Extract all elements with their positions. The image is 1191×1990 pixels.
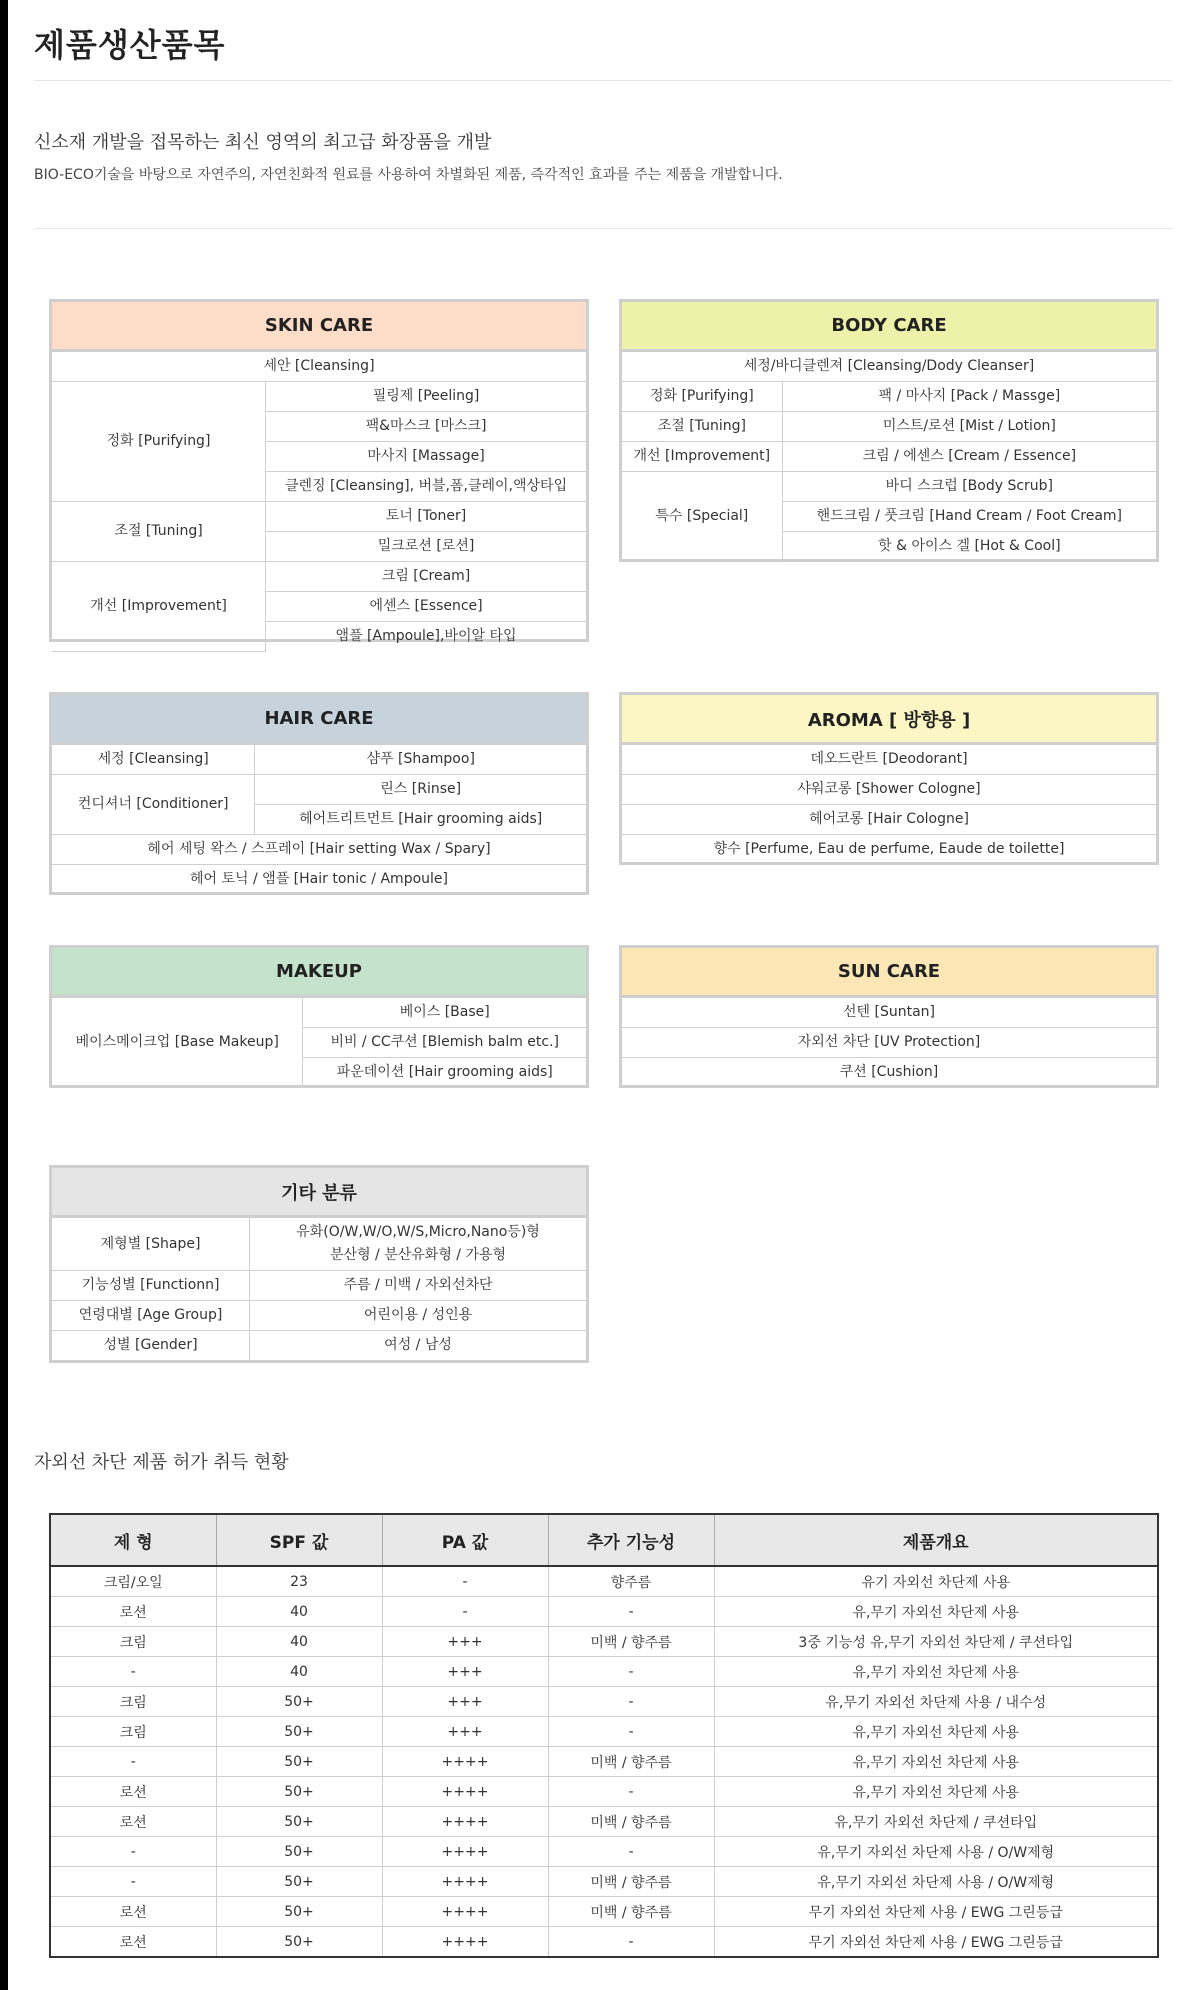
title-divider [34, 80, 1172, 81]
table-cell: - [548, 1777, 714, 1807]
skin-care-item: 밀크로션 [로션] [266, 532, 586, 562]
makeup-box [49, 945, 589, 1088]
skin-care-tuning-label: 조절 [Tuning] [52, 502, 266, 562]
etc-row-label: 연령대별 [Age Group] [52, 1301, 250, 1331]
table-cell: 50+ [216, 1837, 382, 1867]
table-cell: 크림 [50, 1717, 216, 1747]
body-care-special-item: 바디 스크럽 [Body Scrub] [782, 472, 1156, 502]
makeup-title: MAKEUP [52, 948, 586, 997]
etc-shape-line: 분산형 / 분산유화형 / 가용형 [330, 1247, 507, 1263]
etc-box [49, 1165, 589, 1363]
hair-care-conditioner-item: 헤어트리트먼트 [Hair grooming aids] [255, 805, 586, 835]
table-cell: 50+ [216, 1927, 382, 1958]
table-cell: ++++ [382, 1807, 548, 1837]
table-row [50, 1566, 1158, 1597]
table-cell: 향주름 [548, 1566, 714, 1597]
aroma-item: 샤워코롱 [Shower Cologne] [622, 775, 1156, 805]
table-cell: +++ [382, 1717, 548, 1747]
body-care-special-item: 핸드크림 / 풋크림 [Hand Cream / Foot Cream] [782, 502, 1156, 532]
left-edge-bar [0, 0, 8, 1990]
hair-care-tonic: 헤어 토닉 / 앰플 [Hair tonic / Ampoule] [52, 865, 586, 895]
aroma-box [619, 692, 1159, 865]
sun-approval-table [49, 1513, 1159, 1958]
table-cell: ++++ [382, 1867, 548, 1897]
skin-care-item: 마사지 [Massage] [266, 442, 586, 472]
table-cell: - [382, 1597, 548, 1627]
table-cell: 50+ [216, 1747, 382, 1777]
hair-care-box [49, 692, 589, 895]
table-cell: 3중 기능성 유,무기 자외선 차단제 / 쿠션타입 [714, 1627, 1158, 1657]
skin-care-title: SKIN CARE [52, 302, 586, 351]
table-cell: +++ [382, 1657, 548, 1687]
table-cell: 유,무기 자외선 차단제 사용 / O/W제형 [714, 1867, 1158, 1897]
table-row [50, 1747, 1158, 1777]
table-cell: 50+ [216, 1777, 382, 1807]
table-cell: 미백 / 향주름 [548, 1627, 714, 1657]
skin-care-improvement-label: 개선 [Improvement] [52, 562, 266, 652]
table-cell: - [50, 1867, 216, 1897]
table-row [50, 1777, 1158, 1807]
table-cell: - [50, 1657, 216, 1687]
makeup-item: 베이스 [Base] [303, 997, 586, 1028]
table-row [50, 1867, 1158, 1897]
etc-row-label: 기능성별 [Functionn] [52, 1271, 250, 1301]
table-row [50, 1627, 1158, 1657]
table-cell: 유,무기 자외선 차단제 사용 / O/W제형 [714, 1837, 1158, 1867]
table-cell: - [548, 1837, 714, 1867]
skin-care-item: 클렌징 [Cleansing], 버블,폼,클레이,액상타입 [266, 472, 586, 502]
table-cell: 50+ [216, 1867, 382, 1897]
etc-shape-line: 유화(O/W,W/O,W/S,Micro,Nano등)형 [296, 1224, 540, 1241]
table-cell: 50+ [216, 1717, 382, 1747]
etc-shape-label: 제형별 [Shape] [52, 1217, 250, 1271]
table-cell: - [50, 1837, 216, 1867]
table-cell: - [548, 1717, 714, 1747]
table-cell: 40 [216, 1657, 382, 1687]
table-cell: ++++ [382, 1747, 548, 1777]
body-care-row-label: 조절 [Tuning] [622, 412, 782, 442]
col-header: PA 값 [382, 1514, 548, 1566]
table-cell: ++++ [382, 1897, 548, 1927]
table-cell: - [548, 1597, 714, 1627]
aroma-item: 헤어코롱 [Hair Cologne] [622, 805, 1156, 835]
skin-care-item: 토너 [Toner] [266, 502, 586, 532]
table-cell: 미백 / 향주름 [548, 1897, 714, 1927]
table-cell: 로션 [50, 1777, 216, 1807]
etc-row-value: 주름 / 미백 / 자외선차단 [250, 1271, 586, 1301]
etc-row-value: 여성 / 남성 [250, 1331, 586, 1361]
body-care-cleansing: 세정/바디클렌져 [Cleansing/Dody Cleanser] [622, 351, 1156, 382]
skin-care-box [49, 299, 589, 645]
table-cell: 미백 / 향주름 [548, 1747, 714, 1777]
col-header: 제 형 [50, 1514, 216, 1566]
table-cell: +++ [382, 1687, 548, 1717]
table-cell: - [548, 1657, 714, 1687]
makeup-base-label: 베이스메이크업 [Base Makeup] [52, 997, 303, 1088]
table-row [50, 1927, 1158, 1958]
hair-care-title: HAIR CARE [52, 695, 586, 744]
body-care-box [619, 299, 1159, 562]
skin-care-cleansing: 세안 [Cleansing] [52, 351, 586, 382]
table-cell: - [382, 1566, 548, 1597]
table-cell: 미백 / 향주름 [548, 1867, 714, 1897]
table-cell: 크림 [50, 1687, 216, 1717]
etc-row-value: 어린이용 / 성인용 [250, 1301, 586, 1331]
sun-approval-heading: 자외선 차단 제품 허가 취득 현황 [34, 1452, 289, 1473]
hair-care-cleansing-label: 세정 [Cleansing] [52, 744, 255, 775]
table-cell: 로션 [50, 1927, 216, 1958]
table-cell: ++++ [382, 1777, 548, 1807]
table-cell: 무기 자외선 차단제 사용 / EWG 그린등급 [714, 1927, 1158, 1958]
skin-care-item: 에센스 [Essence] [266, 592, 586, 622]
col-header: 추가 기능성 [548, 1514, 714, 1566]
makeup-item: 파운데이션 [Hair grooming aids] [303, 1058, 586, 1088]
table-cell: 유기 자외선 차단제 사용 [714, 1566, 1158, 1597]
table-cell: 로션 [50, 1597, 216, 1627]
table-row [50, 1837, 1158, 1867]
body-care-title: BODY CARE [622, 302, 1156, 351]
table-cell: ++++ [382, 1927, 548, 1958]
table-cell: 50+ [216, 1807, 382, 1837]
table-cell: 크림 [50, 1627, 216, 1657]
body-care-special-label: 특수 [Special] [622, 472, 782, 562]
table-cell: 로션 [50, 1807, 216, 1837]
hair-care-setting: 헤어 세팅 왁스 / 스프레이 [Hair setting Wax / Spary] [52, 835, 586, 865]
table-cell: 유,무기 자외선 차단제 사용 [714, 1717, 1158, 1747]
table-row [50, 1687, 1158, 1717]
table-cell: 50+ [216, 1687, 382, 1717]
body-care-row-value: 미스트/로션 [Mist / Lotion] [782, 412, 1156, 442]
aroma-item: 향수 [Perfume, Eau de perfume, Eaude de toilette] [622, 835, 1156, 865]
col-header: 제품개요 [714, 1514, 1158, 1566]
table-cell: 유,무기 자외선 차단제 사용 / 내수성 [714, 1687, 1158, 1717]
table-row [50, 1597, 1158, 1627]
aroma-item: 데오드란트 [Deodorant] [622, 744, 1156, 775]
table-cell: 유,무기 자외선 차단제 사용 [714, 1657, 1158, 1687]
table-cell: 유,무기 자외선 차단제 사용 [714, 1777, 1158, 1807]
sun-care-title: SUN CARE [622, 948, 1156, 997]
body-care-row-label: 개선 [Improvement] [622, 442, 782, 472]
sun-care-item: 쿠션 [Cushion] [622, 1058, 1156, 1088]
makeup-item: 비비 / CC쿠션 [Blemish balm etc.] [303, 1028, 586, 1058]
table-cell: - [548, 1687, 714, 1717]
intro-divider [34, 228, 1172, 229]
table-cell: 유,무기 자외선 차단제 사용 [714, 1747, 1158, 1777]
body-care-row-value: 팩 / 마사지 [Pack / Massge] [782, 382, 1156, 412]
table-cell: 유,무기 자외선 차단제 사용 [714, 1597, 1158, 1627]
page-title: 제품생산품목 [34, 26, 226, 64]
hair-care-cleansing-value: 샴푸 [Shampoo] [255, 744, 586, 775]
table-row [50, 1717, 1158, 1747]
table-cell: 로션 [50, 1897, 216, 1927]
table-cell: +++ [382, 1627, 548, 1657]
table-cell: - [548, 1927, 714, 1958]
table-cell: 미백 / 향주름 [548, 1807, 714, 1837]
table-cell: 크림/오일 [50, 1566, 216, 1597]
table-cell: 40 [216, 1627, 382, 1657]
sun-care-box [619, 945, 1159, 1088]
intro-heading: 신소재 개발을 접목하는 최신 영역의 최고급 화장품을 개발 [34, 132, 492, 153]
table-row [50, 1807, 1158, 1837]
table-cell: - [50, 1747, 216, 1777]
hair-care-conditioner-label: 컨디셔너 [Conditioner] [52, 775, 255, 835]
skin-care-item: 팩&마스크 [마스크] [266, 412, 586, 442]
col-header: SPF 값 [216, 1514, 382, 1566]
skin-care-purifying-label: 정화 [Purifying] [52, 382, 266, 502]
table-cell: 유,무기 자외선 차단제 / 쿠션타입 [714, 1807, 1158, 1837]
body-care-row-label: 정화 [Purifying] [622, 382, 782, 412]
etc-title: 기타 분류 [52, 1168, 586, 1217]
table-cell: 무기 자외선 차단제 사용 / EWG 그린등급 [714, 1897, 1158, 1927]
table-cell: 23 [216, 1566, 382, 1597]
hair-care-conditioner-item: 린스 [Rinse] [255, 775, 586, 805]
skin-care-item: 필링제 [Peeling] [266, 382, 586, 412]
table-row [50, 1657, 1158, 1687]
body-care-special-item: 핫 & 아이스 겔 [Hot & Cool] [782, 532, 1156, 562]
skin-care-item: 앰플 [Ampoule],바이알 타입 [266, 622, 586, 652]
table-row [50, 1897, 1158, 1927]
table-cell: 40 [216, 1597, 382, 1627]
table-cell: 50+ [216, 1897, 382, 1927]
sun-care-item: 자외선 차단 [UV Protection] [622, 1028, 1156, 1058]
sun-care-item: 선텐 [Suntan] [622, 997, 1156, 1028]
table-cell: ++++ [382, 1837, 548, 1867]
intro-text: BIO-ECO기술을 바탕으로 자연주의, 자연친화적 원료를 사용하여 차별화된 제품, 즉각적인 효과를 주는 제품을 개발합니다. [34, 167, 783, 183]
aroma-title: AROMA [ 방향용 ] [622, 695, 1156, 744]
etc-shape-value [250, 1217, 586, 1271]
skin-care-item: 크림 [Cream] [266, 562, 586, 592]
etc-row-label: 성별 [Gender] [52, 1331, 250, 1361]
body-care-row-value: 크림 / 에센스 [Cream / Essence] [782, 442, 1156, 472]
